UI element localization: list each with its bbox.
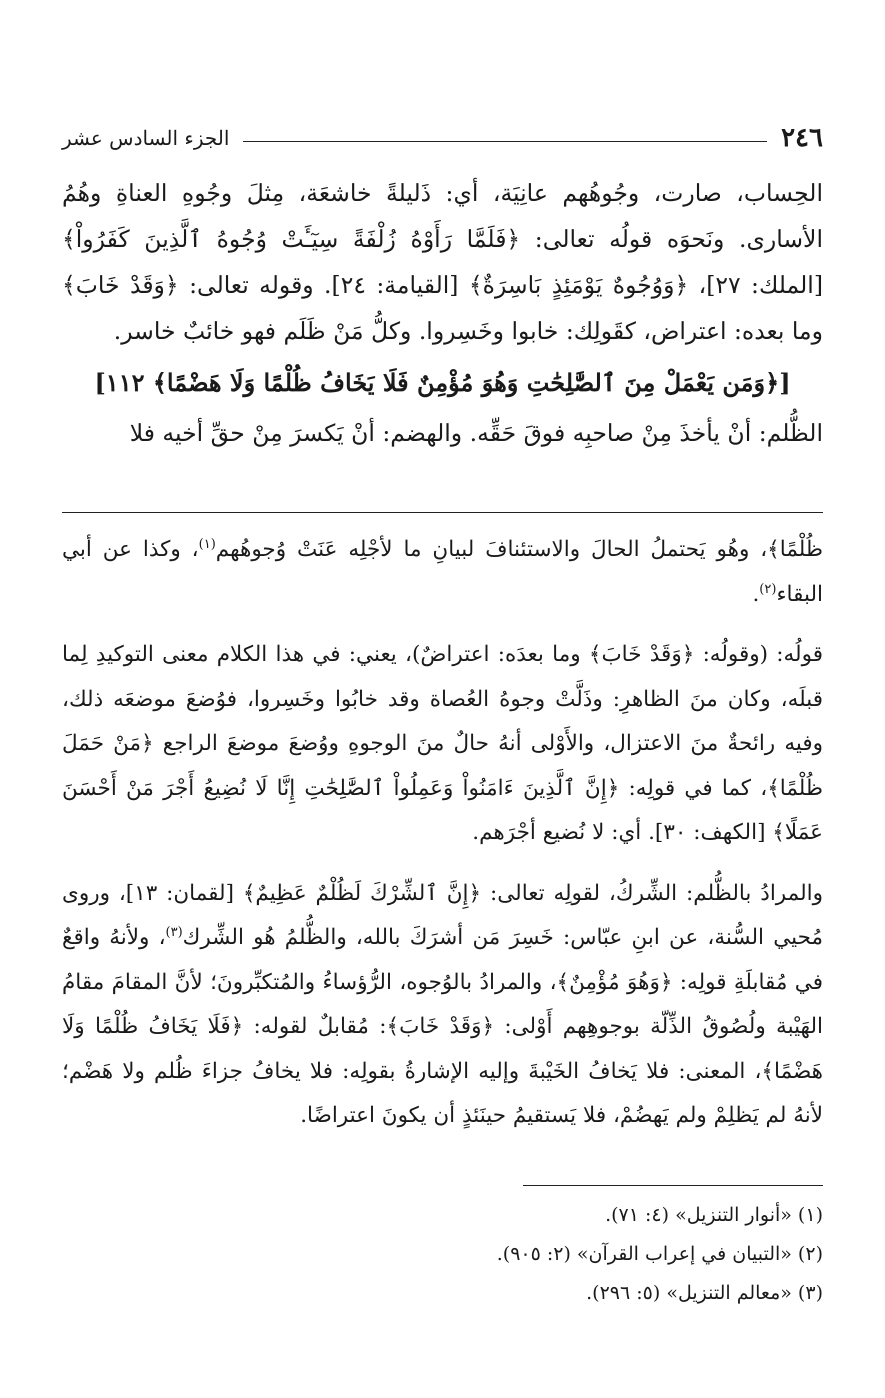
footnote-ref-1: (١) xyxy=(198,536,216,552)
quran-verse: [﴿وَمَن يَعْمَلْ مِنَ ٱلصَّٰلِحَٰتِ وَهُوَ مُؤْمِنٌ فَلَا يَخَافُ ظُلْمًا وَلَا هَضْمًا﴾ ١١٢] xyxy=(94,368,791,397)
footnote-ref-3: (٣) xyxy=(165,924,183,940)
text-divider xyxy=(62,512,823,513)
page-number: ٢٤٦ xyxy=(781,123,823,153)
header-rule xyxy=(243,141,767,142)
footnote-item: (٣) «معالم التنزيل» (٥: ٢٩٦). xyxy=(586,1282,823,1304)
main-text xyxy=(62,170,823,456)
commentary-text: ، وكذا عن أبي البقاء xyxy=(62,537,823,607)
footnote-item: (١) «أنوار التنزيل» (٤: ٧١). xyxy=(605,1204,823,1226)
commentary-paragraph-2: قولُه: (وقولُه: ﴿وَقَدْ خَابَ﴾ وما بعدَه: اعتراضٌ)، يعني: في هذا الكلام معنى التوكيدِ لِما قبلَه، وكان منَ الظاهرِ: وذَلَّتْ وجوهُ العُصاة وقد خابُوا وخَسِروا، فوُضعَ موضعَه ذلك، وفيه رائحةٌ منَ الاعتزال، والأَوْلى أنهُ حالٌ منَ الوجوهِ ووُضعَ موضعَ الراجع ﴿مَنْ حَمَلَ ظُلْمًا﴾، كما في قولِه: ﴿إِنَّ ٱلَّذِينَ ءَامَنُواْ وَعَمِلُواْ ٱلصَّٰلِحَٰتِ إِنَّا لَا نُضِيعُ أَجْرَ مَنْ أَحْسَنَ عَمَلًا﴾ [الكهف: ٣٠]. أي: لا نُضيع أجْرَهم. xyxy=(62,642,823,845)
commentary-text: والمرادُ بالظُّلم: الشِّركُ، لقولِه تعالى: ﴿إِنَّ ٱلشِّرْكَ لَظُلْمٌ عَظِيمٌ﴾ [لقمان: ١٣]، وروى مُحيي السُّنة، عن ابنِ عبّاس: خَسِرَ مَن أشرَكَ بالله، والظُّلمُ هُو الشِّرك xyxy=(62,880,824,950)
footnote-divider xyxy=(523,1185,823,1186)
footnotes xyxy=(300,1196,823,1313)
main-paragraph-2: الظُّلم: أنْ يأخذَ مِنْ صاحبِه فوقَ حَقِّه. والهضم: أنْ يَكسرَ مِنْ حقِّ أخيه فلا xyxy=(129,419,823,447)
footnote-item: (٢) «التبيان في إعراب القرآن» (٢: ٩٠٥). xyxy=(496,1243,823,1265)
footnote-ref-2: (٢) xyxy=(759,581,777,597)
commentary-paragraph-1 xyxy=(62,528,823,617)
main-paragraph: الحِساب، صارت، وجُوهُهم عانِيَة، أي: ذَليلةً خاشعَة، مِثلَ وجُوهِ العناةِ وهُمُ الأسارى. ونَحوَه قولُه تعالى: ﴿فَلَمَّا رَأَوْهُ زُلْفَةً سِيٓـَٔتْ وُجُوهُ ٱلَّذِينَ كَفَرُواْ﴾ [الملك: ٢٧]، ﴿وَوُجُوهٌ يَوْمَئِذٍ بَاسِرَةٌ﴾ [القيامة: ٢٤]. وقوله تعالى: ﴿وَقَدْ خَابَ﴾ وما بعده: اعتراض، كقَولِك: خابوا وخَسِروا. وكلُّ مَنْ ظَلَم فهو خائبٌ خاسر. xyxy=(62,179,824,345)
commentary-paragraph-3 xyxy=(62,872,823,1139)
commentary xyxy=(62,528,823,1155)
page-header xyxy=(62,118,823,158)
commentary-text: ، ولأنهُ واقعٌ في مُقابلَةِ قولِه: ﴿وَهُوَ مُؤْمِنٌ﴾، والمرادُ بالوُجوه، الرُّؤساءُ والمُتكبِّرونَ؛ لأنَّ المقامَ مقامُ الهَيْبة ولُصُوقُ الذِّلّة بوجوهِهم أَوْلى: ﴿وَقَدْ خَابَ﴾: مُقابلٌ لقوله: ﴿فَلَا يَخَافُ ظُلْمًا وَلَا هَضْمًا﴾، المعنى: فلا يَخافُ الخَيْبةَ وإليه الإشارةُ بقولِه: فلا يخافُ جزاءَ ظُلم ولا هَضْم؛ لأنهُ لم يَظلِمْ ولم يَهضُمْ، فلا يَستقيمُ حينَئذٍ أن يكونَ اعتراضًا. xyxy=(62,925,823,1128)
commentary-text: ظُلْمًا﴾، وهُو يَحتملُ الحالَ والاستئنافَ لبيانِ ما لأجْلِه عَنَتْ وُجوهُهم xyxy=(215,537,823,562)
commentary-text: . xyxy=(752,581,760,607)
running-title: الجزء السادس عشر xyxy=(62,126,230,150)
